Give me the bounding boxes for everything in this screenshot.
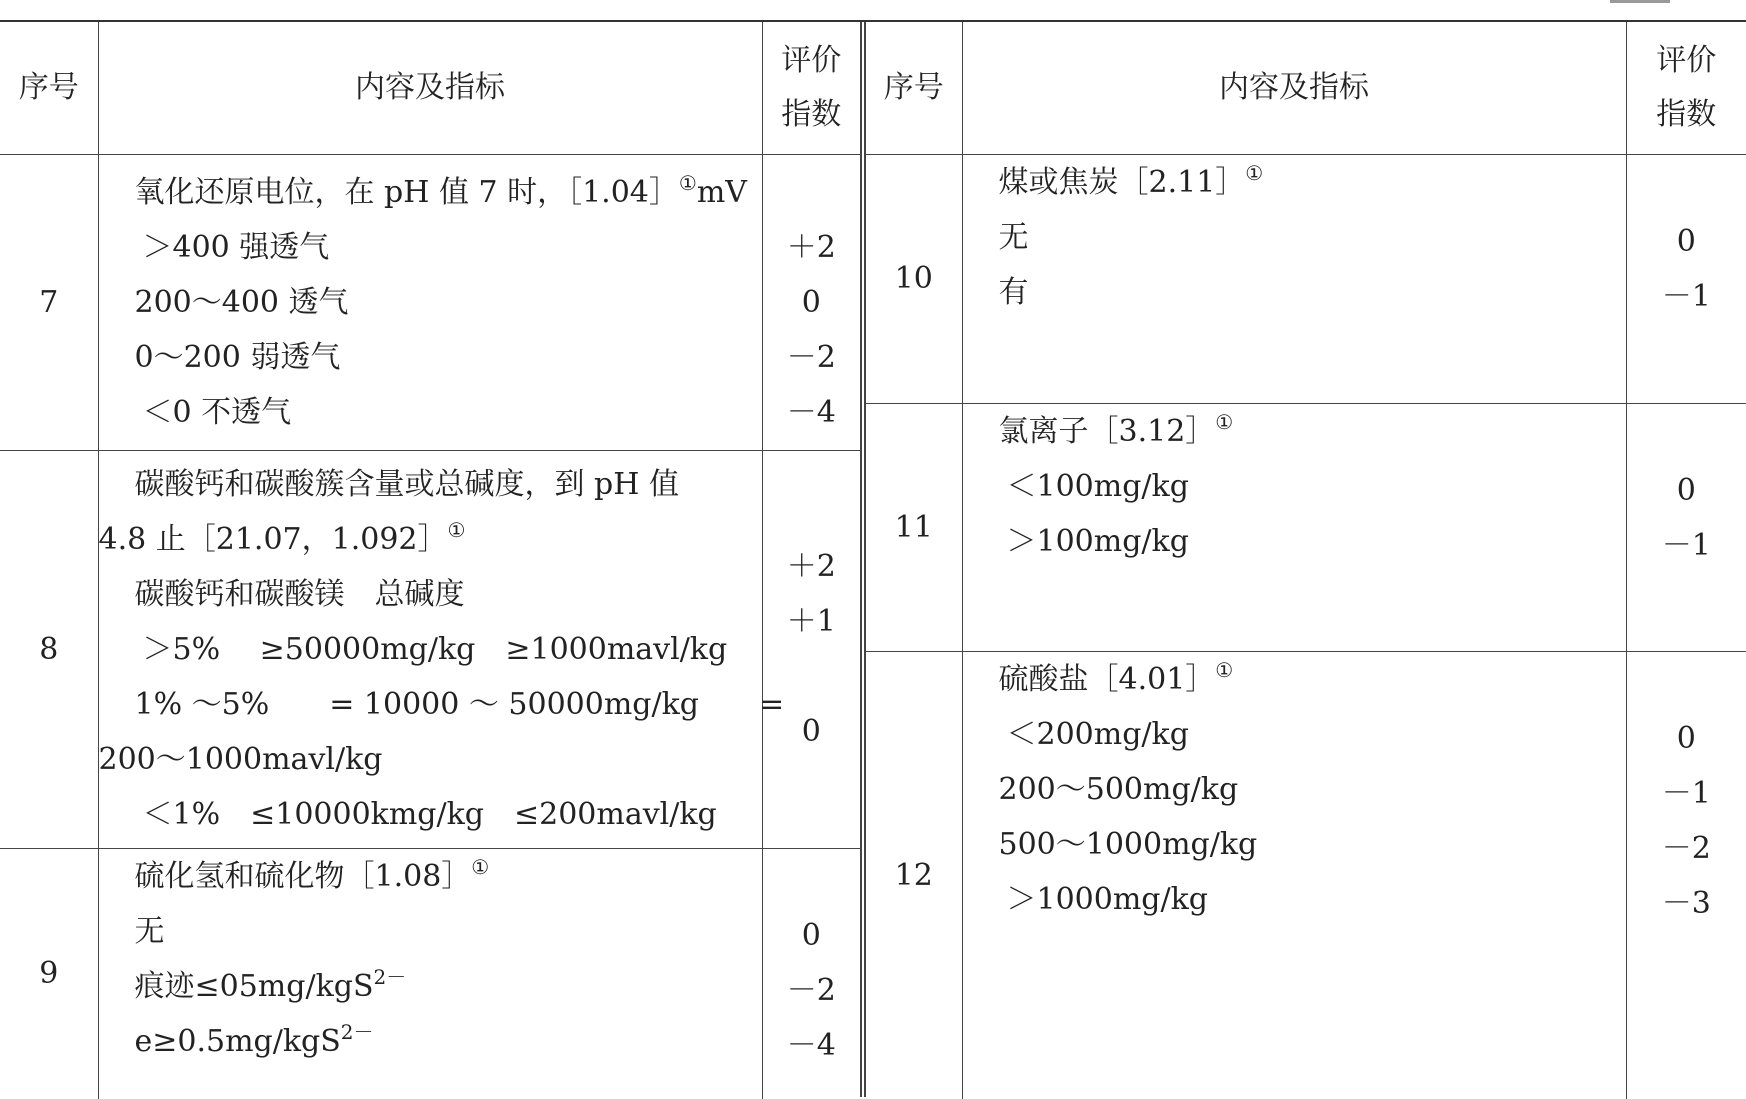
row-content	[962, 403, 1626, 651]
content-text: 氯离子［3.12］	[999, 414, 1216, 449]
content-text: 硫化氢和硫化物［1.08］	[135, 859, 472, 894]
row-content	[98, 450, 762, 848]
row-score	[762, 848, 860, 1099]
right-table	[866, 22, 1746, 1099]
score-value: 0	[763, 704, 861, 759]
score-value: ＋2	[763, 220, 861, 275]
row-no: 10	[866, 154, 962, 403]
content-line: 200～400 透气	[99, 275, 762, 330]
content-line: ＜200mg/kg	[963, 707, 1626, 762]
row-score	[1626, 154, 1746, 403]
content-text: mV	[697, 175, 747, 210]
header-row	[866, 22, 1746, 154]
score-value: 0	[763, 908, 861, 963]
row-content	[98, 154, 762, 450]
score-value: ＋2	[763, 539, 861, 594]
content-line: ＜0 不透气	[99, 385, 762, 440]
header-content: 内容及指标	[98, 22, 762, 154]
header-content: 内容及指标	[962, 22, 1626, 154]
row-no: 11	[866, 403, 962, 651]
superscript: 2－	[374, 965, 407, 989]
table-row	[866, 651, 1746, 1099]
footnote-mark: ①	[1215, 410, 1233, 434]
content-line: 500～1000mg/kg	[963, 817, 1626, 872]
row-content	[962, 651, 1626, 1099]
content-text: 煤或焦炭［2.11］	[999, 165, 1246, 200]
table-row	[0, 848, 860, 1099]
score-value: －3	[1627, 876, 1746, 931]
content-line: ＜1% ≤10000kmg/kg ≤200mavl/kg	[99, 787, 762, 842]
footnote-mark: ①	[679, 171, 697, 195]
header-no: 序号	[866, 22, 962, 154]
content-line: 无	[963, 210, 1626, 265]
header-score-line1: 评价	[1627, 34, 1746, 88]
score-value: ＋1	[763, 594, 861, 649]
content-line	[963, 652, 1626, 707]
content-line	[99, 512, 762, 567]
header-score-line1: 评价	[763, 34, 861, 88]
score-value: －2	[763, 330, 861, 385]
left-table	[0, 22, 860, 1099]
table-row	[866, 403, 1746, 651]
superscript: 2－	[341, 1020, 374, 1044]
content-line: 200～1000mavl/kg	[99, 732, 762, 787]
footnote-mark: ①	[1215, 658, 1233, 682]
score-value: －4	[763, 385, 861, 440]
content-text: 氧化还原电位，在 pH 值 7 时，［1.04］	[135, 175, 679, 210]
content-line: 有	[963, 265, 1626, 320]
content-line	[99, 165, 762, 220]
corner-mark	[1610, 0, 1670, 3]
score-value: －1	[1627, 269, 1746, 324]
content-line	[99, 959, 762, 1014]
score-value: －2	[1627, 821, 1746, 876]
content-line: ＞100mg/kg	[963, 514, 1626, 569]
header-row	[0, 22, 860, 154]
row-no: 7	[0, 154, 98, 450]
row-content	[98, 848, 762, 1099]
score-value: －4	[763, 1018, 861, 1073]
content-line	[963, 155, 1626, 210]
content-line: 无	[99, 904, 762, 959]
footnote-mark: ①	[1245, 161, 1263, 185]
row-score	[762, 154, 860, 450]
score-value: 0	[1627, 214, 1746, 269]
content-line: 1% ～5% = 10000 ～ 50000mg/kg =	[99, 677, 762, 732]
content-line: ＞400 强透气	[99, 220, 762, 275]
content-line: ＜100mg/kg	[963, 459, 1626, 514]
header-no: 序号	[0, 22, 98, 154]
table-row	[0, 154, 860, 450]
score-value: 0	[1627, 711, 1746, 766]
content-line	[99, 849, 762, 904]
content-text: 硫酸盐［4.01］	[999, 662, 1216, 697]
row-score	[1626, 651, 1746, 1099]
footnote-mark: ①	[471, 855, 489, 879]
content-line: 碳酸钙和碳酸镁 总碱度	[99, 567, 762, 622]
header-score	[762, 22, 860, 154]
content-line	[99, 1014, 762, 1069]
row-score	[1626, 403, 1746, 651]
content-line	[963, 404, 1626, 459]
content-line: ＞5% ≥50000mg/kg ≥1000mavl/kg	[99, 622, 762, 677]
score-value: 0	[1627, 463, 1746, 518]
footnote-mark: ①	[448, 518, 466, 542]
row-no: 12	[866, 651, 962, 1099]
row-no: 8	[0, 450, 98, 848]
content-line: 0～200 弱透气	[99, 330, 762, 385]
header-score	[1626, 22, 1746, 154]
content-text: e≥0.5mg/kgS	[135, 1024, 341, 1059]
header-score-line2: 指数	[763, 88, 861, 142]
score-value: －2	[763, 963, 861, 1018]
score-value: －1	[1627, 518, 1746, 573]
content-line: ＞1000mg/kg	[963, 872, 1626, 927]
table-row	[866, 154, 1746, 403]
content-text: 痕迹≤05mg/kgS	[135, 969, 374, 1004]
score-value: 0	[763, 275, 861, 330]
row-score	[762, 450, 860, 848]
content-line: 碳酸钙和碳酸簇含量或总碱度，到 pH 值	[99, 457, 762, 512]
header-score-line2: 指数	[1627, 88, 1746, 142]
row-no: 9	[0, 848, 98, 1099]
content-text: 4.8 止［21.07，1.092］	[99, 522, 448, 557]
score-value: －1	[1627, 766, 1746, 821]
content-line: 200～500mg/kg	[963, 762, 1626, 817]
row-content	[962, 154, 1626, 403]
table-row	[0, 450, 860, 848]
